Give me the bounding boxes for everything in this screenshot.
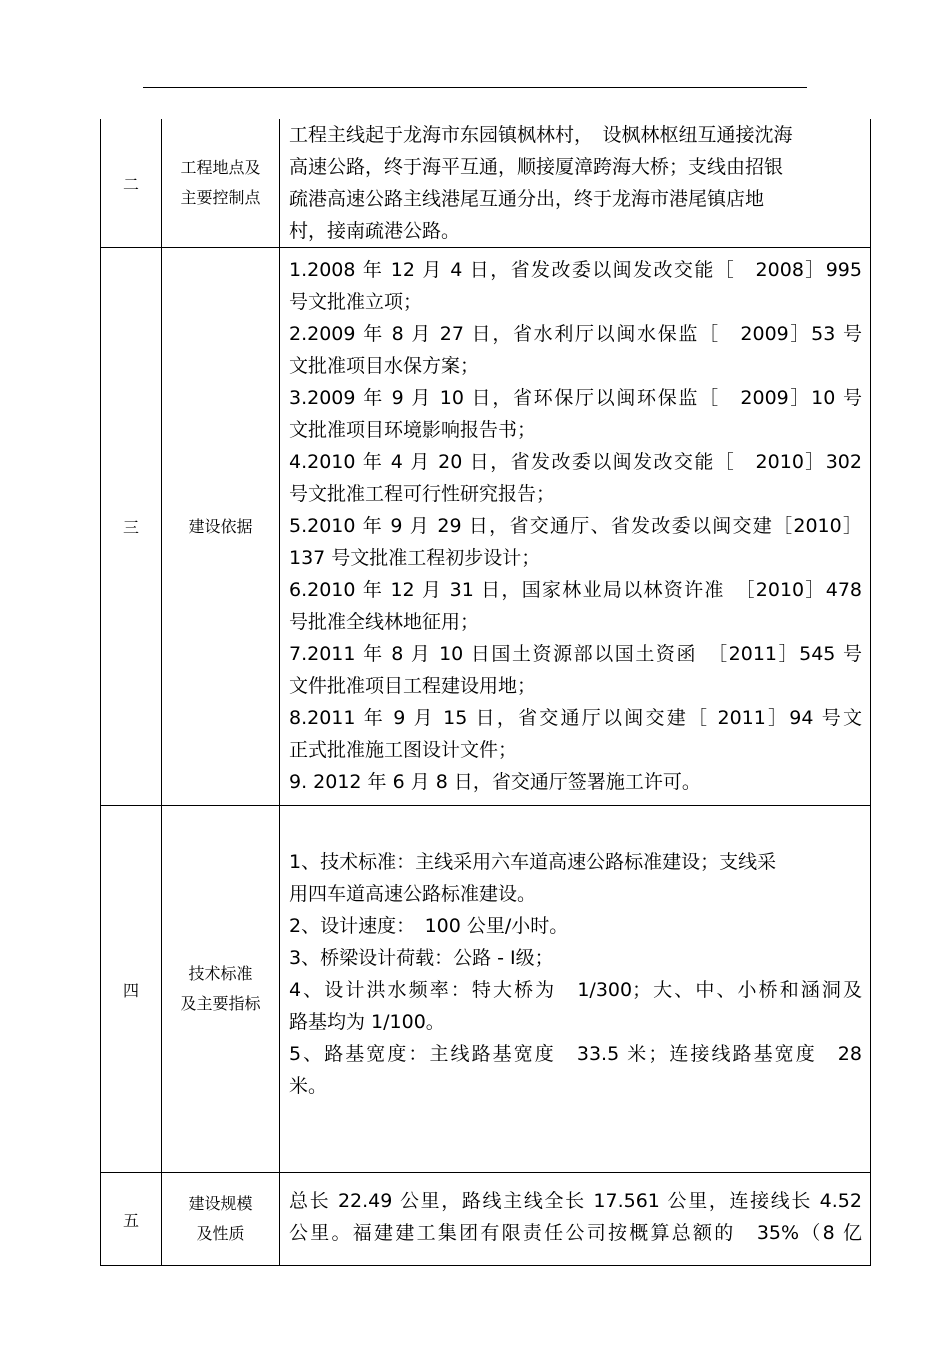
content-line: 4.2010 年 4 月 20 日，省发改委以闽发改交能［ 2010］302 (289, 451, 862, 473)
row-label (162, 806, 280, 1173)
row-label (162, 1173, 280, 1266)
row-content (280, 119, 871, 248)
content-line: 号批准全线林地征用； (289, 611, 480, 633)
row-label (162, 119, 280, 248)
content-line: 村，接南疏港公路。 (289, 220, 461, 242)
content-line: 总长 22.49 公里，路线主线全长 17.561 公里，连接线长 4.52 (289, 1190, 862, 1212)
row-content (280, 1173, 871, 1266)
content-line: 路基均为 1/100。 (289, 1011, 445, 1033)
table-row (101, 119, 871, 248)
header-rule (143, 87, 807, 88)
content-line: 文批准项目环境影响报告书； (289, 419, 537, 441)
row-number: 三 (101, 248, 162, 806)
content-line: 2、设计速度： 100 公里/小时。 (289, 915, 569, 937)
row-label-line: 及主要指标 (180, 994, 261, 1013)
row-label (162, 248, 280, 806)
project-info-table (100, 119, 871, 1266)
content-line: 2.2009 年 8 月 27 日，省水利厅以闽水保监［ 2009］53 号 (289, 323, 862, 345)
row-label-line: 及性质 (196, 1224, 245, 1243)
row-label-line: 建设规模 (188, 1194, 253, 1213)
content-line: 3.2009 年 9 月 10 日，省环保厅以闽环保监［ 2009］10 号 (289, 387, 862, 409)
content-line: 公里。福建建工集团有限责任公司按概算总额的 35%（8 亿 (289, 1222, 862, 1244)
content-line: 4、设计洪水频率：特大桥为 1/300；大、中、小桥和涵洞及 (289, 979, 862, 1001)
content-line: 5.2010 年 9 月 29 日，省交通厅、省发改委以闽交建［2010］ (289, 515, 862, 537)
table-row (101, 248, 871, 806)
content-line: 米。 (289, 1075, 328, 1097)
content-line: 7.2011 年 8 月 10 日国土资源部以国土资函 ［2011］545 号 (289, 643, 862, 665)
row-number: 四 (101, 806, 162, 1173)
content-line: 5、路基宽度：主线路基宽度 33.5 米；连接线路基宽度 28 (289, 1043, 862, 1065)
content-line: 3、桥梁设计荷载：公路 - Ⅰ级； (289, 947, 554, 969)
content-line: 文批准项目水保方案； (289, 355, 480, 377)
content-line: 工程主线起于龙海市东园镇枫林村， 设枫林枢纽互通接沈海 (289, 124, 793, 146)
content-line: 正式批准施工图设计文件； (289, 739, 518, 761)
content-line: 9. 2012 年 6 月 8 日，省交通厅签署施工许可。 (289, 771, 701, 793)
content-line: 号文批准立项； (289, 291, 423, 313)
content-line: 6.2010 年 12 月 31 日，国家林业局以林资许准 ［2010］478 (289, 579, 862, 601)
content-line: 1、技术标准：主线采用六车道高速公路标准建设；支线采 (289, 851, 777, 873)
row-label-line: 主要控制点 (180, 188, 261, 207)
row-content (280, 248, 871, 806)
content-line: 用四车道高速公路标准建设。 (289, 883, 537, 905)
table-row (101, 1173, 871, 1266)
content-line: 疏港高速公路主线港尾互通分出，终于龙海市港尾镇店地 (289, 188, 765, 210)
table-row (101, 806, 871, 1173)
content-line: 8.2011 年 9 月 15 日，省交通厅以闽交建［ 2011］94 号文 (289, 707, 862, 729)
row-number: 二 (101, 119, 162, 248)
content-line: 高速公路，终于海平互通，顺接厦漳跨海大桥；支线由招银 (289, 156, 784, 178)
row-label-line: 建设依据 (188, 516, 253, 536)
row-label-line: 工程地点及 (180, 158, 261, 177)
content-line: 文件批准项目工程建设用地； (289, 675, 537, 697)
row-label-line: 技术标准 (188, 964, 253, 983)
content-line: 号文批准工程可行性研究报告； (289, 483, 556, 505)
content-line: 1.2008 年 12 月 4 日，省发改委以闽发改交能［ 2008］995 (289, 259, 862, 281)
content-line: 137 号文批准工程初步设计； (289, 547, 541, 569)
row-content (280, 806, 871, 1173)
row-number: 五 (101, 1173, 162, 1266)
